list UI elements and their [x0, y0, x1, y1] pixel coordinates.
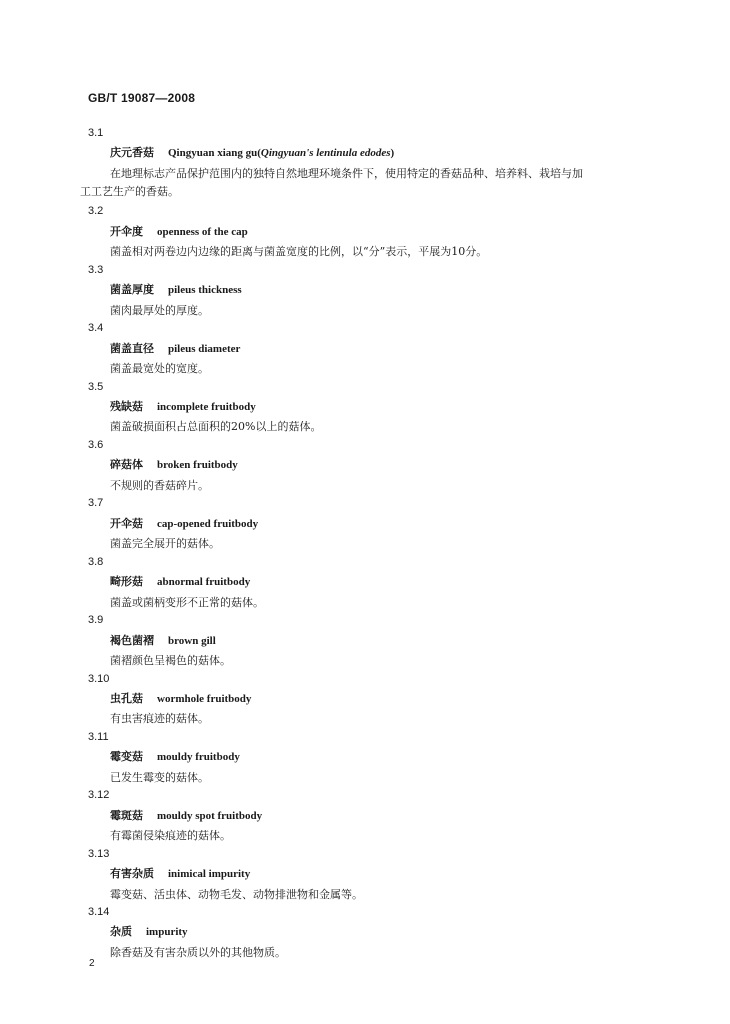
term-chinese: 褐色菌褶: [110, 633, 154, 647]
term-definition: 菌盖完全展开的菇体。: [110, 537, 220, 551]
term-english: mouldy fruitbody: [157, 751, 240, 764]
term-definition: 菌盖或菌柄变形不正常的菇体。: [110, 595, 264, 609]
term-title: [88, 280, 668, 300]
term-entry: [88, 494, 668, 552]
term-chinese: 碎菇体: [110, 458, 143, 472]
term-title: [88, 689, 668, 709]
term-english: cap-opened fruitbody: [157, 517, 259, 530]
term-chinese: 霉变菇: [110, 750, 143, 764]
term-english: pileus diameter: [168, 342, 241, 355]
term-entry: [88, 903, 668, 961]
term-entry: [88, 670, 668, 728]
term-entry: [88, 378, 668, 436]
term-english: incomplete fruitbody: [157, 400, 256, 413]
term-definition: 有虫害痕迹的菇体。: [110, 712, 209, 726]
term-chinese: 开伞度: [110, 224, 143, 238]
page-number: 2: [89, 958, 95, 969]
term-english: openness of the cap: [157, 225, 248, 238]
term-definition: 霉变菇、活虫体、动物毛发、动物排泄物和金属等。: [110, 887, 363, 901]
term-number: 3.4: [88, 322, 104, 335]
term-entry: [88, 611, 668, 669]
term-number: 3.5: [88, 380, 104, 393]
term-chinese: 开伞菇: [110, 516, 143, 530]
document-header: GB/T 19087—2008: [88, 91, 196, 105]
term-definition: 菌肉最厚处的厚度。: [110, 303, 209, 317]
term-title: [88, 514, 668, 534]
term-number: 3.9: [88, 614, 104, 627]
term-number: 3.12: [88, 789, 110, 802]
term-chinese: 畸形菇: [110, 575, 143, 589]
term-number: 3.6: [88, 438, 104, 451]
term-english: abnormal fruitbody: [157, 576, 251, 589]
term-entry: [88, 786, 668, 844]
term-definition: 除香菇及有害杂质以外的其他物质。: [110, 945, 286, 959]
term-title: [88, 339, 668, 359]
term-english: Qingyuan xiang gu(Qingyuan's lentinula edodes): [168, 147, 395, 160]
term-number: 3.10: [88, 672, 110, 685]
term-chinese: 庆元香菇: [110, 146, 154, 160]
term-title: [88, 631, 668, 651]
term-chinese: 残缺菇: [110, 399, 143, 413]
term-title: [88, 143, 668, 163]
term-title: [88, 222, 668, 242]
term-definition: 菌盖最宽处的宽度。: [110, 361, 209, 375]
term-english: broken fruitbody: [157, 459, 238, 472]
term-entry: [80, 124, 668, 202]
term-chinese: 有害杂质: [110, 867, 154, 881]
term-english: inimical impurity: [168, 868, 251, 881]
term-english: impurity: [146, 926, 188, 939]
term-title: [88, 864, 668, 884]
term-entry: [88, 319, 668, 377]
term-entry: [88, 261, 668, 319]
term-chinese: 杂质: [110, 925, 132, 939]
term-definition: 已发生霉变的菇体。: [110, 770, 209, 784]
term-chinese: 菌盖厚度: [110, 283, 154, 297]
term-list: [80, 124, 668, 961]
term-number: 3.14: [88, 906, 110, 919]
term-english: brown gill: [168, 634, 216, 647]
term-entry: [88, 845, 668, 903]
term-chinese: 菌盖直径: [110, 341, 154, 355]
term-definition: 有霉菌侵染痕迹的菇体。: [110, 829, 231, 843]
term-title: [88, 806, 668, 826]
term-entry: [88, 728, 668, 786]
term-definition: 在地理标志产品保护范围内的独特自然地理环境条件下，使用特定的香菇品种、培养料、栽培与加: [110, 166, 583, 180]
term-title: [88, 747, 668, 767]
term-english: pileus thickness: [168, 284, 242, 297]
term-entry: [88, 553, 668, 611]
term-entry: [88, 436, 668, 494]
term-number: 3.13: [88, 847, 110, 860]
term-number: 3.7: [88, 497, 104, 510]
term-definition: 菌盖破损面积占总面积的20%以上的菇体。: [110, 420, 322, 434]
term-definition: 不规则的香菇碎片。: [110, 478, 209, 492]
term-title: [88, 455, 668, 475]
term-title: [88, 572, 668, 592]
term-english: mouldy spot fruitbody: [157, 809, 263, 822]
term-chinese: 霉斑菇: [110, 808, 143, 822]
term-number: 3.8: [88, 555, 104, 568]
term-number: 3.3: [88, 263, 104, 276]
term-title: [88, 397, 668, 417]
term-definition: 菌褶颜色呈褐色的菇体。: [110, 653, 231, 667]
term-number: 3.1: [88, 127, 104, 139]
term-definition: 菌盖相对两卷边内边缘的距离与菌盖宽度的比例，以“分”表示，平展为10分。: [110, 245, 488, 259]
term-title: [88, 922, 668, 942]
term-entry: [88, 202, 668, 260]
term-definition-continued: 工工艺生产的香菇。: [80, 186, 179, 199]
term-chinese: 虫孔菇: [110, 691, 143, 705]
term-number: 3.11: [88, 730, 109, 743]
term-number: 3.2: [88, 205, 104, 218]
term-english: wormhole fruitbody: [157, 692, 252, 705]
